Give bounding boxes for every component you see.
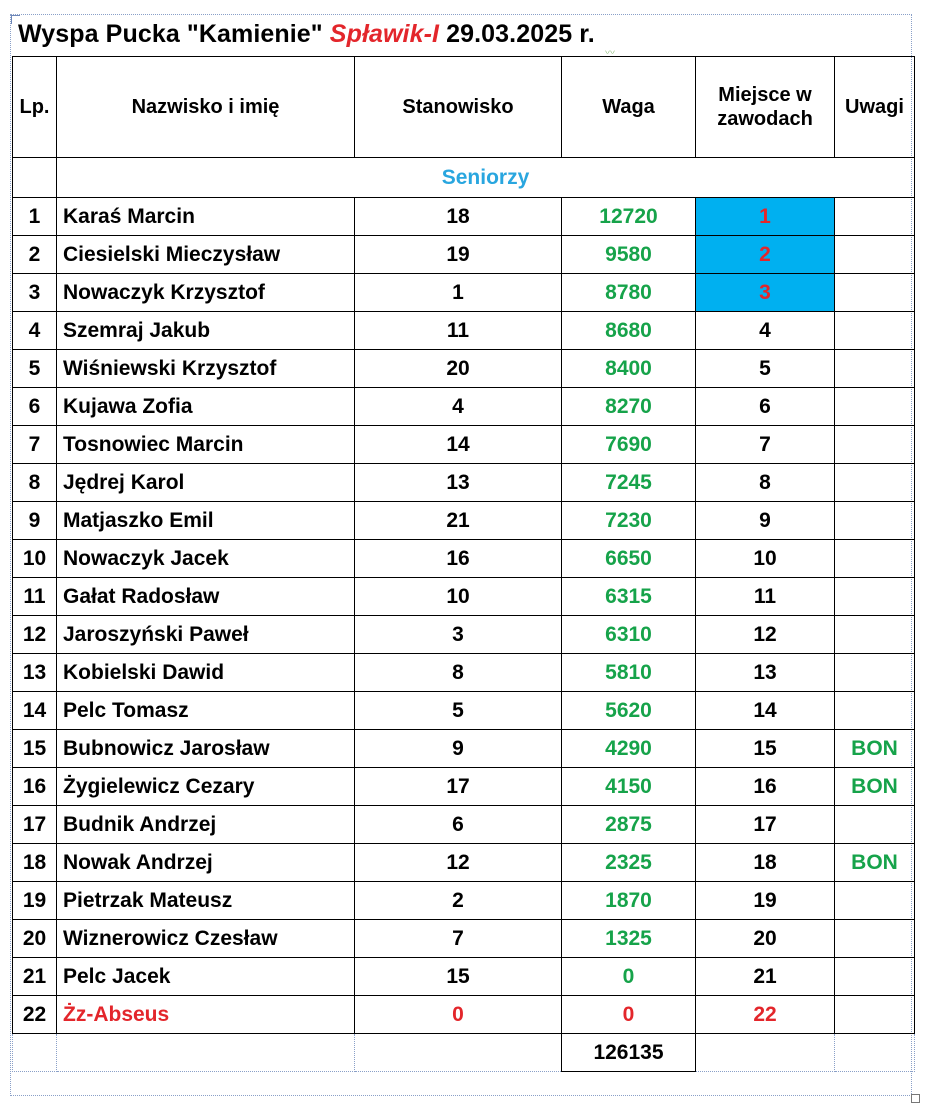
table-row	[13, 426, 915, 464]
row-lp: 8	[13, 464, 57, 502]
row-weight: 8680	[562, 312, 696, 350]
row-stand: 18	[355, 198, 562, 236]
row-lp: 1	[13, 198, 57, 236]
row-stand: 20	[355, 350, 562, 388]
row-note	[835, 578, 915, 616]
row-lp: 12	[13, 616, 57, 654]
row-name: Budnik Andrzej	[57, 806, 355, 844]
row-weight: 1325	[562, 920, 696, 958]
row-weight: 5620	[562, 692, 696, 730]
row-lp: 20	[13, 920, 57, 958]
row-weight: 2325	[562, 844, 696, 882]
row-note	[835, 958, 915, 996]
row-note	[835, 920, 915, 958]
row-note	[835, 540, 915, 578]
row-place: 13	[696, 654, 835, 692]
table-row	[13, 236, 915, 274]
row-weight: 0	[562, 996, 696, 1034]
row-place: 6	[696, 388, 835, 426]
row-place: 10	[696, 540, 835, 578]
row-note: BON	[835, 768, 915, 806]
row-name: Żz-Abseus	[57, 996, 355, 1034]
header-name: Nazwisko i imię	[57, 57, 355, 158]
row-note	[835, 806, 915, 844]
row-name: Nowak Andrzej	[57, 844, 355, 882]
row-stand: 16	[355, 540, 562, 578]
row-stand: 4	[355, 388, 562, 426]
row-place: 21	[696, 958, 835, 996]
row-note: BON	[835, 844, 915, 882]
row-name: Gałat Radosław	[57, 578, 355, 616]
row-lp: 5	[13, 350, 57, 388]
table-row	[13, 844, 915, 882]
row-place: 2	[696, 236, 835, 274]
row-note	[835, 312, 915, 350]
row-weight: 6310	[562, 616, 696, 654]
row-name: Nowaczyk Jacek	[57, 540, 355, 578]
row-note	[835, 350, 915, 388]
row-note	[835, 502, 915, 540]
row-place: 9	[696, 502, 835, 540]
row-lp: 11	[13, 578, 57, 616]
row-weight: 7230	[562, 502, 696, 540]
row-lp: 6	[13, 388, 57, 426]
row-note	[835, 882, 915, 920]
total-blank-notes	[835, 1034, 915, 1072]
row-stand: 15	[355, 958, 562, 996]
row-weight: 1870	[562, 882, 696, 920]
row-place: 4	[696, 312, 835, 350]
row-note	[835, 426, 915, 464]
row-weight: 8780	[562, 274, 696, 312]
table-row	[13, 996, 915, 1034]
row-lp: 21	[13, 958, 57, 996]
table-row	[13, 616, 915, 654]
row-lp: 9	[13, 502, 57, 540]
row-lp: 4	[13, 312, 57, 350]
table-row	[13, 198, 915, 236]
row-lp: 16	[13, 768, 57, 806]
row-weight: 8400	[562, 350, 696, 388]
row-weight: 4150	[562, 768, 696, 806]
row-stand: 14	[355, 426, 562, 464]
row-lp: 17	[13, 806, 57, 844]
row-note	[835, 388, 915, 426]
row-stand: 2	[355, 882, 562, 920]
title-venue: Wyspa Pucka "Kamienie"	[18, 20, 323, 48]
row-name: Matjaszko Emil	[57, 502, 355, 540]
page-title	[18, 20, 595, 49]
row-note: BON	[835, 730, 915, 768]
row-note	[835, 616, 915, 654]
title-competition: Spławik-I	[329, 20, 440, 48]
row-name: Pietrzak Mateusz	[57, 882, 355, 920]
row-stand: 10	[355, 578, 562, 616]
row-stand: 11	[355, 312, 562, 350]
row-place: 19	[696, 882, 835, 920]
row-lp: 10	[13, 540, 57, 578]
table-row	[13, 654, 915, 692]
row-place: 12	[696, 616, 835, 654]
row-lp: 19	[13, 882, 57, 920]
row-stand: 5	[355, 692, 562, 730]
resize-handle[interactable]	[911, 1094, 920, 1103]
table-row	[13, 730, 915, 768]
row-stand: 0	[355, 996, 562, 1034]
row-weight: 12720	[562, 198, 696, 236]
row-name: Karaś Marcin	[57, 198, 355, 236]
table-row	[13, 464, 915, 502]
table-row	[13, 502, 915, 540]
row-weight: 2875	[562, 806, 696, 844]
row-place: 11	[696, 578, 835, 616]
row-name: Kobielski Dawid	[57, 654, 355, 692]
table-row	[13, 920, 915, 958]
row-weight: 7245	[562, 464, 696, 502]
row-lp: 14	[13, 692, 57, 730]
total-blank-lp	[13, 1034, 57, 1072]
results-table	[12, 56, 915, 1072]
row-lp: 3	[13, 274, 57, 312]
row-place: 17	[696, 806, 835, 844]
table-row	[13, 540, 915, 578]
table-row	[13, 806, 915, 844]
table-row	[13, 274, 915, 312]
total-blank-place	[696, 1034, 835, 1072]
row-weight: 6650	[562, 540, 696, 578]
row-stand: 19	[355, 236, 562, 274]
row-weight: 9580	[562, 236, 696, 274]
row-lp: 22	[13, 996, 57, 1034]
row-name: Pelc Tomasz	[57, 692, 355, 730]
row-lp: 7	[13, 426, 57, 464]
row-note	[835, 692, 915, 730]
row-stand: 1	[355, 274, 562, 312]
section-lp-cell	[13, 158, 57, 198]
row-place: 22	[696, 996, 835, 1034]
row-lp: 13	[13, 654, 57, 692]
spellcheck-mark: 〰	[605, 48, 615, 59]
table-row	[13, 958, 915, 996]
row-name: Ciesielski Mieczysław	[57, 236, 355, 274]
table-row	[13, 350, 915, 388]
row-weight: 8270	[562, 388, 696, 426]
header-lp: Lp.	[13, 57, 57, 158]
row-name: Pelc Jacek	[57, 958, 355, 996]
header-notes: Uwagi	[835, 57, 915, 158]
row-place: 7	[696, 426, 835, 464]
row-weight: 0	[562, 958, 696, 996]
row-name: Szemraj Jakub	[57, 312, 355, 350]
row-note	[835, 236, 915, 274]
row-place: 14	[696, 692, 835, 730]
row-place: 5	[696, 350, 835, 388]
table-row	[13, 388, 915, 426]
header-place: Miejsce w zawodach	[696, 57, 835, 158]
row-place: 16	[696, 768, 835, 806]
row-stand: 3	[355, 616, 562, 654]
row-lp: 18	[13, 844, 57, 882]
header-row	[13, 57, 915, 158]
row-place: 20	[696, 920, 835, 958]
header-stand: Stanowisko	[355, 57, 562, 158]
section-row	[13, 158, 915, 198]
row-stand: 6	[355, 806, 562, 844]
table-row	[13, 882, 915, 920]
row-place: 15	[696, 730, 835, 768]
total-blank-name	[57, 1034, 355, 1072]
row-stand: 9	[355, 730, 562, 768]
section-label: Seniorzy	[57, 158, 915, 198]
row-lp: 15	[13, 730, 57, 768]
table-row	[13, 578, 915, 616]
header-weight: Waga	[562, 57, 696, 158]
table-row	[13, 312, 915, 350]
row-stand: 13	[355, 464, 562, 502]
row-note	[835, 464, 915, 502]
total-weight: 126135	[562, 1034, 696, 1072]
table-row	[13, 692, 915, 730]
row-place: 8	[696, 464, 835, 502]
row-stand: 7	[355, 920, 562, 958]
row-name: Wiśniewski Krzysztof	[57, 350, 355, 388]
row-stand: 17	[355, 768, 562, 806]
title-date: 29.03.2025 r.	[446, 20, 595, 48]
row-note	[835, 198, 915, 236]
row-name: Wiznerowicz Czesław	[57, 920, 355, 958]
row-name: Nowaczyk Krzysztof	[57, 274, 355, 312]
row-weight: 4290	[562, 730, 696, 768]
row-name: Kujawa Zofia	[57, 388, 355, 426]
row-lp: 2	[13, 236, 57, 274]
row-stand: 12	[355, 844, 562, 882]
row-note	[835, 654, 915, 692]
row-place: 18	[696, 844, 835, 882]
row-name: Jaroszyński Paweł	[57, 616, 355, 654]
row-note	[835, 996, 915, 1034]
row-weight: 5810	[562, 654, 696, 692]
total-row	[13, 1034, 915, 1072]
row-name: Żygielewicz Cezary	[57, 768, 355, 806]
row-stand: 21	[355, 502, 562, 540]
row-place: 1	[696, 198, 835, 236]
row-name: Tosnowiec Marcin	[57, 426, 355, 464]
total-blank-stand	[355, 1034, 562, 1072]
row-weight: 6315	[562, 578, 696, 616]
row-weight: 7690	[562, 426, 696, 464]
row-place: 3	[696, 274, 835, 312]
row-note	[835, 274, 915, 312]
row-stand: 8	[355, 654, 562, 692]
row-name: Bubnowicz Jarosław	[57, 730, 355, 768]
row-name: Jędrej Karol	[57, 464, 355, 502]
table-row	[13, 768, 915, 806]
